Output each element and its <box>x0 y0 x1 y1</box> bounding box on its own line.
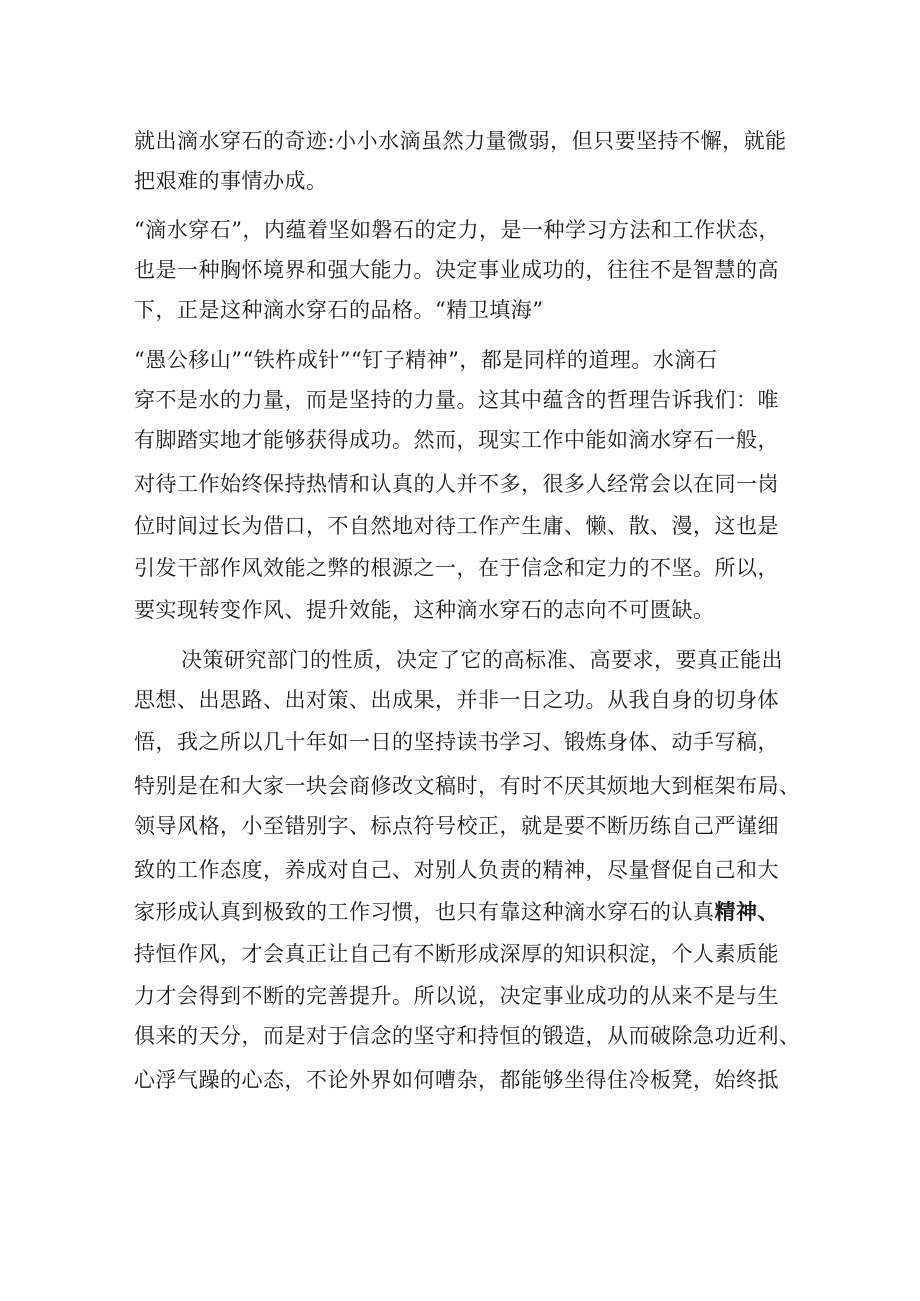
text-line: 把艰难的事情办成。 <box>134 169 328 193</box>
text-line: 心浮气躁的心态，不论外界如何嘈杂，都能够坐得住冷板凳，始终抵 <box>134 1068 779 1092</box>
text-fragment: 家形成认真到极致的工作习惯，也只有靠这种滴水穿石的认真 <box>134 900 715 924</box>
text-line: 思想、出思路、出对策、出成果，并非一日之功。从我自身的切身体 <box>134 688 779 712</box>
text-line <box>134 892 794 932</box>
text-line: 持恒作风，才会真正让自己有不断形成深厚的知识积淀，个人素质能 <box>134 942 779 966</box>
text-line: 有脚踏实地才能够获得成功。然而，现实工作中能如滴水穿石一般， <box>134 428 779 452</box>
text-line: 悟，我之所以几十年如一日的坚持读书学习、锻炼身体、动手写稿， <box>134 730 779 754</box>
text-line: 领导风格，小至错别字、标点符号校正，就是要不断历练自己严谨细 <box>134 814 779 838</box>
text-line: 对待工作始终保持热情和认真的人并不多，很多人经常会以在同一岗 <box>134 472 779 496</box>
text-line: 穿不是水的力量，而是坚持的力量。这其中蕴含的哲理告诉我们：唯 <box>134 388 779 412</box>
paragraph-start-line: 决策研究部门的性质，决定了它的高标准、高要求，要真正能出 <box>181 648 783 672</box>
text-line: 位时间过长为借口，不自然地对待工作产生庸、懒、散、漫，这也是 <box>134 514 779 538</box>
bold-text-fragment: 精神、 <box>714 899 779 924</box>
text-line: 要实现转变作风、提升效能，这种滴水穿石的志向不可匮缺。 <box>134 598 715 622</box>
text-line: 引发干部作风效能之弊的根源之一，在于信念和定力的不坚。所以， <box>134 556 779 580</box>
text-line: 也是一种胸怀境界和强大能力。决定事业成功的，往往不是智慧的高 <box>134 258 779 282</box>
text-line: “愚公移山”“铁杵成针”“钉子精神”，都是同样的道理。水滴石 <box>134 348 718 372</box>
text-line: 致的工作态度，养成对自己、对别人负责的精神，尽量督促自己和大 <box>134 858 779 882</box>
text-line: 力才会得到不断的完善提升。所以说，决定事业成功的从来不是与生 <box>134 984 779 1008</box>
text-line: 就出滴水穿石的奇迹:小小水滴虽然力量微弱，但只要坚持不懈，就能 <box>134 129 787 153</box>
text-line: “滴水穿石”，内蕴着坚如磐石的定力，是一种学习方法和工作状态， <box>134 218 780 242</box>
text-line: 俱来的天分，而是对于信念的坚守和持恒的锻造，从而破除急功近利、 <box>134 1024 801 1048</box>
text-line: 下，正是这种滴水穿石的品格。“精卫填海” <box>134 298 544 322</box>
text-line: 特别是在和大家一块会商修改文稿时，有时不厌其烦地大到框架布局、 <box>134 774 801 798</box>
